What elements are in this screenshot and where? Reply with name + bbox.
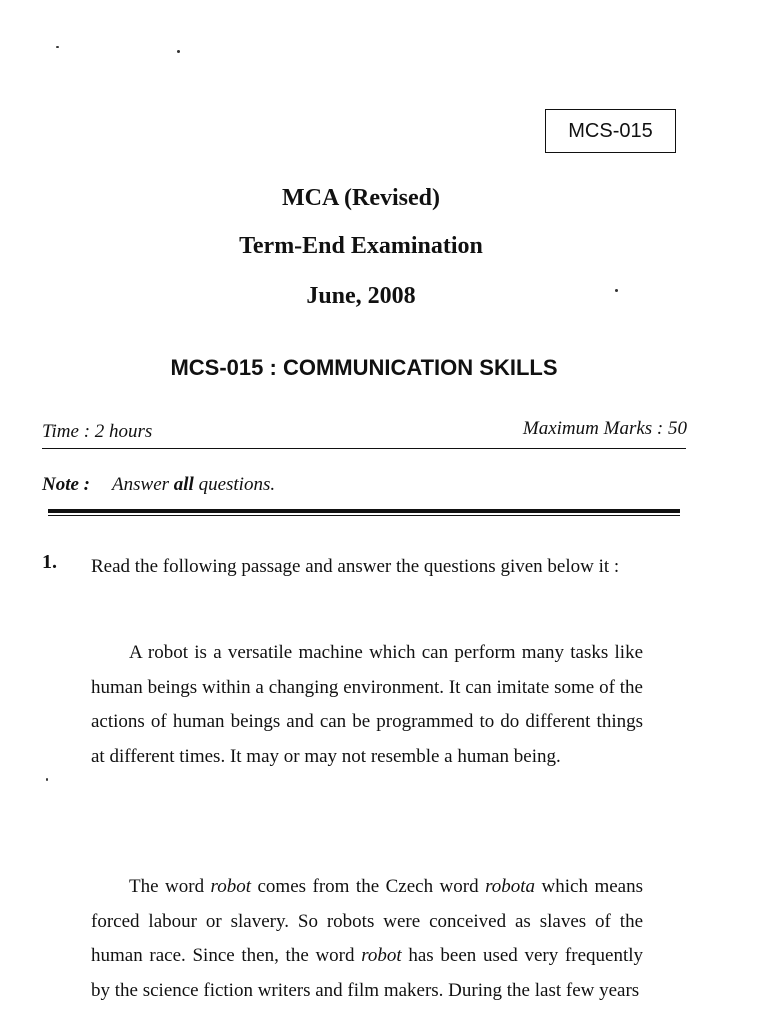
course-code-box: MCS-015 [545, 109, 676, 153]
question-number: 1. [42, 551, 57, 573]
instructions-note [42, 474, 275, 496]
note-text [112, 474, 275, 495]
exam-title: Term-End Examination [239, 233, 483, 259]
passage-paragraph-2 [91, 870, 643, 1008]
program-title: MCA (Revised) [282, 185, 440, 211]
p2-italic-robota: robota [485, 876, 536, 897]
note-text-bold: all [173, 474, 194, 495]
p2-text-a: The word [129, 876, 211, 897]
p2-text-b: comes from the Czech word [251, 876, 486, 897]
question-prompt: Read the following passage and answer the questions given below it : [91, 556, 620, 577]
note-text-pre: Answer [112, 474, 174, 495]
scan-speck [615, 289, 618, 292]
scan-speck [46, 778, 48, 781]
p2-italic-robot: robot [210, 876, 252, 897]
subject-title: MCS-015 : COMMUNICATION SKILLS [170, 355, 558, 380]
scan-speck [177, 50, 180, 53]
scan-speck [56, 46, 59, 48]
note-label: Note : [42, 474, 91, 495]
p2-italic-robot-2: robot [361, 945, 402, 966]
p2-text-d: has been used very frequently by the science fiction writers and film makers. During the last few years [91, 945, 644, 1001]
double-rule-thin [48, 515, 680, 516]
passage-paragraph-1: A robot is a versatile machine which can perform many tasks like human beings within a changing environment. It can imitate some of the actions of human beings and can be programmed to do different things at different times. It may or may not resemble a human being. [91, 642, 643, 767]
exam-session: June, 2008 [306, 283, 416, 309]
note-text-post: questions. [193, 474, 276, 495]
divider-line [42, 448, 686, 449]
maximum-marks: Maximum Marks : 50 [522, 418, 687, 439]
p2-text-c: which means forced labour or slavery. So robots were conceived as slaves of the human race. Since then, the word [91, 876, 643, 966]
time-allowed: Time : 2 hours [42, 421, 153, 442]
double-rule-thick [48, 509, 680, 513]
